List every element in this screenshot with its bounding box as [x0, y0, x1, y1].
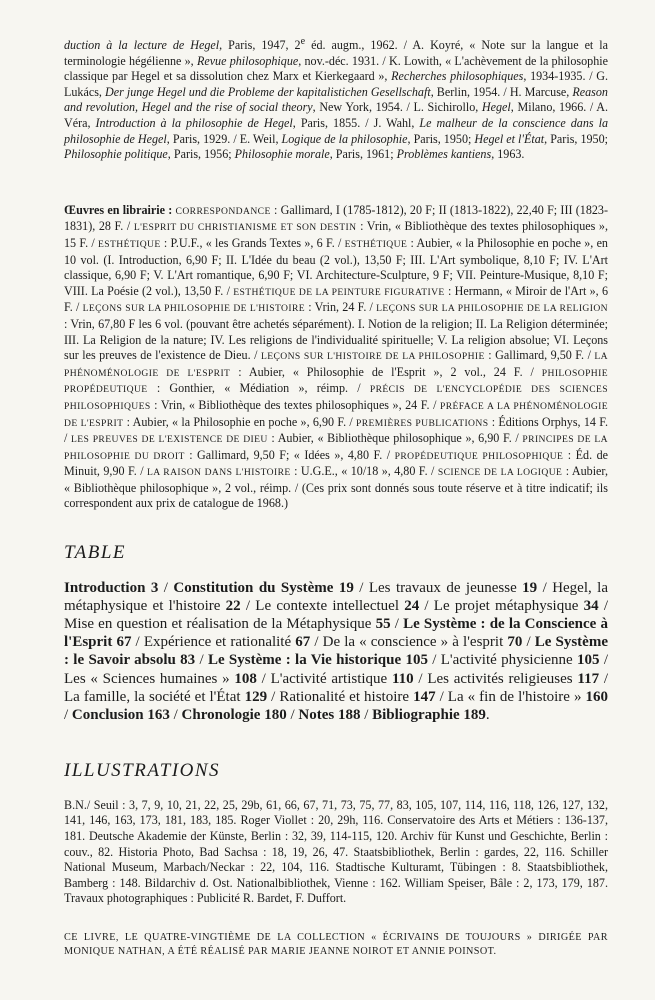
work-title: LA RAISON DANS L'HISTOIRE [147, 467, 291, 479]
work-title: ESTHÉTIQUE DE LA PEINTURE FIGURATIVE [233, 286, 445, 298]
work-details: : Aubier, « Philosophie de l'Esprit », 2 vol., 24 F. / [230, 364, 542, 379]
toc-text: / [169, 706, 182, 723]
toc-text: / Le projet métaphysique [419, 598, 584, 615]
toc-text: / Les « Sciences humaines » [64, 652, 609, 687]
work-details: : Aubier, « la Philosophie en poche », 6,90 F. / [123, 414, 356, 429]
work-details: : Gallimard, I (1785-1812), 20 F; II (1813-1822), 22,40 F; III (1823-1831), 28 F. / [64, 202, 608, 234]
work-title: PRINCIPES DE LA PHILOSOPHIE DU DROIT [64, 434, 609, 462]
bib-text: , 1934-1935. / G. Lukács, [64, 69, 609, 99]
work-details: : U.G.E., « 10/18 », 4,80 F. / [290, 464, 438, 479]
work-title: LEÇONS SUR LA PHILOSOPHIE DE L'HISTOIRE [82, 303, 306, 315]
bib-title: Logique de la philosophie [281, 131, 408, 146]
work-title: PHILOSOPHIE PROPÉDEUTIQUE [64, 367, 608, 396]
work-details: : Vrin, « Bibliothèque des textes philosophiques », 15 F. / [64, 219, 608, 250]
work-details: : Vrin, 67,80 F les 6 vol. (pouvant être achetés séparément). I. Notion de la religion; II. La Religion déterminée; III. La Religion de la nature; IV. Les religions de l'individualité spirituelle; V. La religion absolue; VI. Leçons sur les preuves de l'existence de Dieu. / [64, 316, 608, 363]
toc-text: / L'activité physicienne [427, 652, 578, 669]
work-details: : Éd. de Minuit, 9,90 F. / [64, 447, 609, 479]
bib-title: Hegel et l'État [474, 131, 545, 146]
table-of-contents [64, 579, 608, 724]
toc-entry: Notes 188 [298, 706, 361, 723]
toc-text: / La famille, la société et l'État [64, 670, 609, 705]
toc-text: / Mise en question et réalisation de la Métaphysique [64, 598, 608, 633]
work-details: : Vrin, « Bibliothèque des textes philosophiques », 24 F. / [150, 397, 440, 412]
toc-text: / [158, 580, 174, 597]
bib-title: Revue philosophique [196, 53, 299, 68]
toc-text: . [485, 706, 490, 723]
bib-title: Recherches philosophiques [391, 69, 524, 84]
work-title: ESTHÉTIQUE [98, 238, 161, 250]
work-details: : Gallimard, 9,50 F; « Idées », 4,80 F. / [184, 447, 395, 462]
bib-text: , Milano, 1966. / A. Véra, [64, 100, 608, 130]
toc-text: / L'activité artistique [256, 670, 392, 687]
toc-page: 160 [585, 688, 609, 705]
work-title: ESTHÉTIQUE [344, 238, 408, 250]
toc-text: / [286, 706, 299, 723]
work-title: LEÇONS SUR LA PHILOSOPHIE DE LA RELIGION [376, 303, 609, 315]
toc-text: / [360, 706, 373, 723]
illustrations-credits: B.N./ Seuil : 3, 7, 9, 10, 21, 22, 25, 29b, 61, 66, 67, 71, 73, 75, 77, 83, 105, 107, 114, 116, 118, 126, 127, 132, 141, 146, 163, 173, 181, 183, 185. Roger Viollet : 20, 29h, 116. Conservatoire des Arts et Métiers : 136-137, 181. Deutsche Akademie der Künste, Berlin : 32, 39, 114-115, 120. Archiv für Kunst und Geschichte, Berlin : couv., 82. Historia Photo, Bad Sachsa : 18, 19, 26, 47. Staatsbibliothek, Berlin : gardes, 22, 116. Schiller National Museum, Marbach/Neckar : 22, 104, 116. Stadtische Kulturamt, Tübingen : 8. Staatsbibliothek, Bamberg : 148. Bildarchiv d. Ost. Nationalbibliothek, Vienne : 162. William Speiser, Bâle : 2, 173, 179, 187. Travaux photographiques : Publicité R. Bardet, F. Duffort. [64, 797, 608, 906]
table-heading: TABLE [64, 542, 127, 564]
work-title: LEÇONS SUR L'HISTOIRE DE LA PHILOSOPHIE [260, 351, 485, 363]
toc-text: / [390, 616, 404, 633]
toc-page: 70 [507, 634, 523, 651]
work-details: : Éditions Orphys, 14 F. / [64, 414, 608, 446]
bib-title: Der junge Hegel und die Probleme der kapitalistichen Gesellschaft [105, 84, 431, 99]
toc-text: / Les travaux de jeunesse [353, 580, 523, 597]
work-title: PRÉFACE A LA PHÉNOMÉNOLOGIE DE L'ESPRIT [64, 400, 609, 429]
illustrations-heading: ILLUSTRATIONS [64, 759, 221, 781]
work-details: : Aubier, « la Philosophie en poche », en 10 vol. (I. Introduction, 6,90 F; II. L'Idée du beau (2 vol.), 13,50 F; III. L'Art symbolique, 8,10 F; IV. L'Art classique, 6,90 F; V. L'Art romantique, 6,90 F; VI. Architecture-Sculpture, 9 F; VII. Peinture-Musique, 8,10 F; VIII. La Poésie (2 vol.), 13,50 F. / [64, 235, 608, 298]
bib-text: , Paris, 1855. / J. Wahl, [292, 116, 420, 130]
bib-title: Hegel [481, 100, 511, 115]
bib-text: , New York, 1954. / L. Sichirollo, [312, 100, 482, 115]
bibliography-paragraph [64, 34, 608, 163]
work-details: : Hermann, « Miroir de l'Art », 6 F. / [64, 283, 608, 315]
toc-text: / De la « conscience » à l'esprit [310, 634, 508, 651]
toc-page: 108 [234, 670, 257, 687]
bib-title: Problèmes kantiens [396, 147, 492, 162]
work-details: : P.U.F., « les Grands Textes », 6 F. / [160, 235, 345, 250]
work-title: PREMIÈRES PUBLICATIONS [356, 417, 489, 429]
oeuvres-title: Œuvres en librairie : [64, 202, 176, 217]
work-details: : Aubier, « Bibliothèque philosophique », 2 vol., réimp. / (Ces prix sont donnés sous toute réserve et à titre indicatif; ils correspondent aux prix de catalogue de 1968.) [64, 464, 608, 511]
bib-text: , Paris, 1961; [329, 147, 397, 162]
toc-page: 110 [391, 670, 414, 687]
toc-entry: Chronologie 180 [181, 706, 287, 723]
toc-text: / La « fin de l'histoire » [435, 688, 586, 705]
toc-text: / Les activités religieuses [413, 670, 578, 687]
bib-text: éd. augm., 1962. / A. Koyré, « Note sur la langue et la terminologie hégélienne », [64, 38, 609, 68]
toc-page: 19 [522, 580, 538, 597]
bib-text: , Paris, 1947, 2 [219, 38, 301, 53]
work-details: : Gonthier, « Médiation », réimp. / [147, 381, 370, 396]
toc-page: 117 [577, 670, 600, 687]
toc-entry: Le Système : la Vie historique 105 [207, 652, 428, 669]
toc-page: 34 [583, 598, 599, 615]
bib-title: duction à la lecture de Hegel [64, 38, 220, 53]
bib-text: , nov.-déc. 1931. / K. Lowith, « L'achèvement de la philosophie classique par Hegel et sa dissolution chez Marx et Kierkegaard », [64, 53, 608, 84]
oeuvres-paragraph [64, 203, 608, 512]
bib-text: , 1963. [491, 147, 525, 162]
bib-title: Introduction à la philosophie de Hegel [95, 116, 293, 130]
work-title: PRÉCIS DE L'ENCYCLOPÉDIE DES SCIENCES PHILOSOPHIQUES [64, 384, 608, 412]
toc-page: 55 [375, 616, 391, 633]
toc-entry: Conclusion 163 [71, 706, 170, 723]
toc-entry: Le Système : de la Conscience à l'Esprit 67 [64, 616, 608, 651]
work-details: : Gallimard, 9,50 F. / [484, 348, 595, 363]
toc-text: / Expérience et rationalité [131, 634, 296, 651]
toc-entry: Introduction 3 [64, 580, 159, 597]
work-details: : Aubier, « Bibliothèque philosophique », 6,90 F. / [267, 431, 523, 446]
bib-superscript: e [300, 36, 306, 47]
work-title: LA PHÉNOMÉNOLOGIE DE L'ESPRIT [64, 351, 609, 379]
toc-page: 147 [413, 688, 436, 705]
toc-entry: Bibliographie 189 [372, 706, 486, 723]
colophon: CE LIVRE, LE QUATRE-VINGTIÈME DE LA COLLECTION « ÉCRIVAINS DE TOUJOURS » DIRIGÉE PAR MONIQUE NATHAN, A ÉTÉ RÉALISÉ PAR MARIE JEANNE NOIROT ET ANNIE POINSOT. [64, 931, 608, 957]
work-details: : Vrin, 24 F. / [305, 300, 377, 315]
toc-page: 22 [225, 598, 241, 615]
toc-text: / [64, 706, 72, 723]
toc-page: 67 [295, 634, 311, 651]
bib-title: Le malheur de la conscience dans la philosophie de Hegel [64, 116, 608, 146]
work-title: LES PREUVES DE L'EXISTENCE DE DIEU [71, 434, 268, 446]
toc-text: / [195, 652, 208, 669]
toc-page: 24 [404, 598, 420, 615]
work-title: SCIENCE DE LA LOGIQUE [437, 467, 563, 479]
toc-text: / Hegel, la métaphysique et l'histoire [64, 580, 609, 615]
toc-entry: Constitution du Système 19 [173, 580, 354, 597]
bib-text: , Paris, 1929. / E. Weil, [166, 131, 282, 146]
bib-title: Philosophie politique [64, 147, 168, 162]
toc-entry: Le Système : le Savoir absolu 83 [64, 634, 608, 669]
toc-text: / [522, 634, 535, 651]
work-title: L'ESPRIT DU CHRISTIANISME ET SON DESTIN [133, 222, 357, 234]
bib-text: , Paris, 1956; [167, 147, 235, 162]
bib-text: , Paris, 1950; [407, 131, 475, 146]
work-title: CORRESPONDANCE [175, 205, 271, 217]
book-page [64, 34, 608, 959]
toc-text: / Le contexte intellectuel [240, 598, 405, 615]
bib-text: , Berlin, 1954. / H. Marcuse, [430, 84, 573, 99]
toc-text: / Rationalité et histoire [267, 688, 414, 705]
bib-text: , Paris, 1950; [544, 131, 608, 146]
bib-title: Philosophie morale [234, 147, 330, 162]
work-title: PROPÉDEUTIQUE PHILOSOPHIQUE [394, 450, 564, 462]
toc-page: 105 [577, 652, 600, 669]
toc-page: 129 [244, 688, 268, 705]
bib-title: Reason and revolution, Hegel and the rise of social theory [64, 84, 608, 115]
